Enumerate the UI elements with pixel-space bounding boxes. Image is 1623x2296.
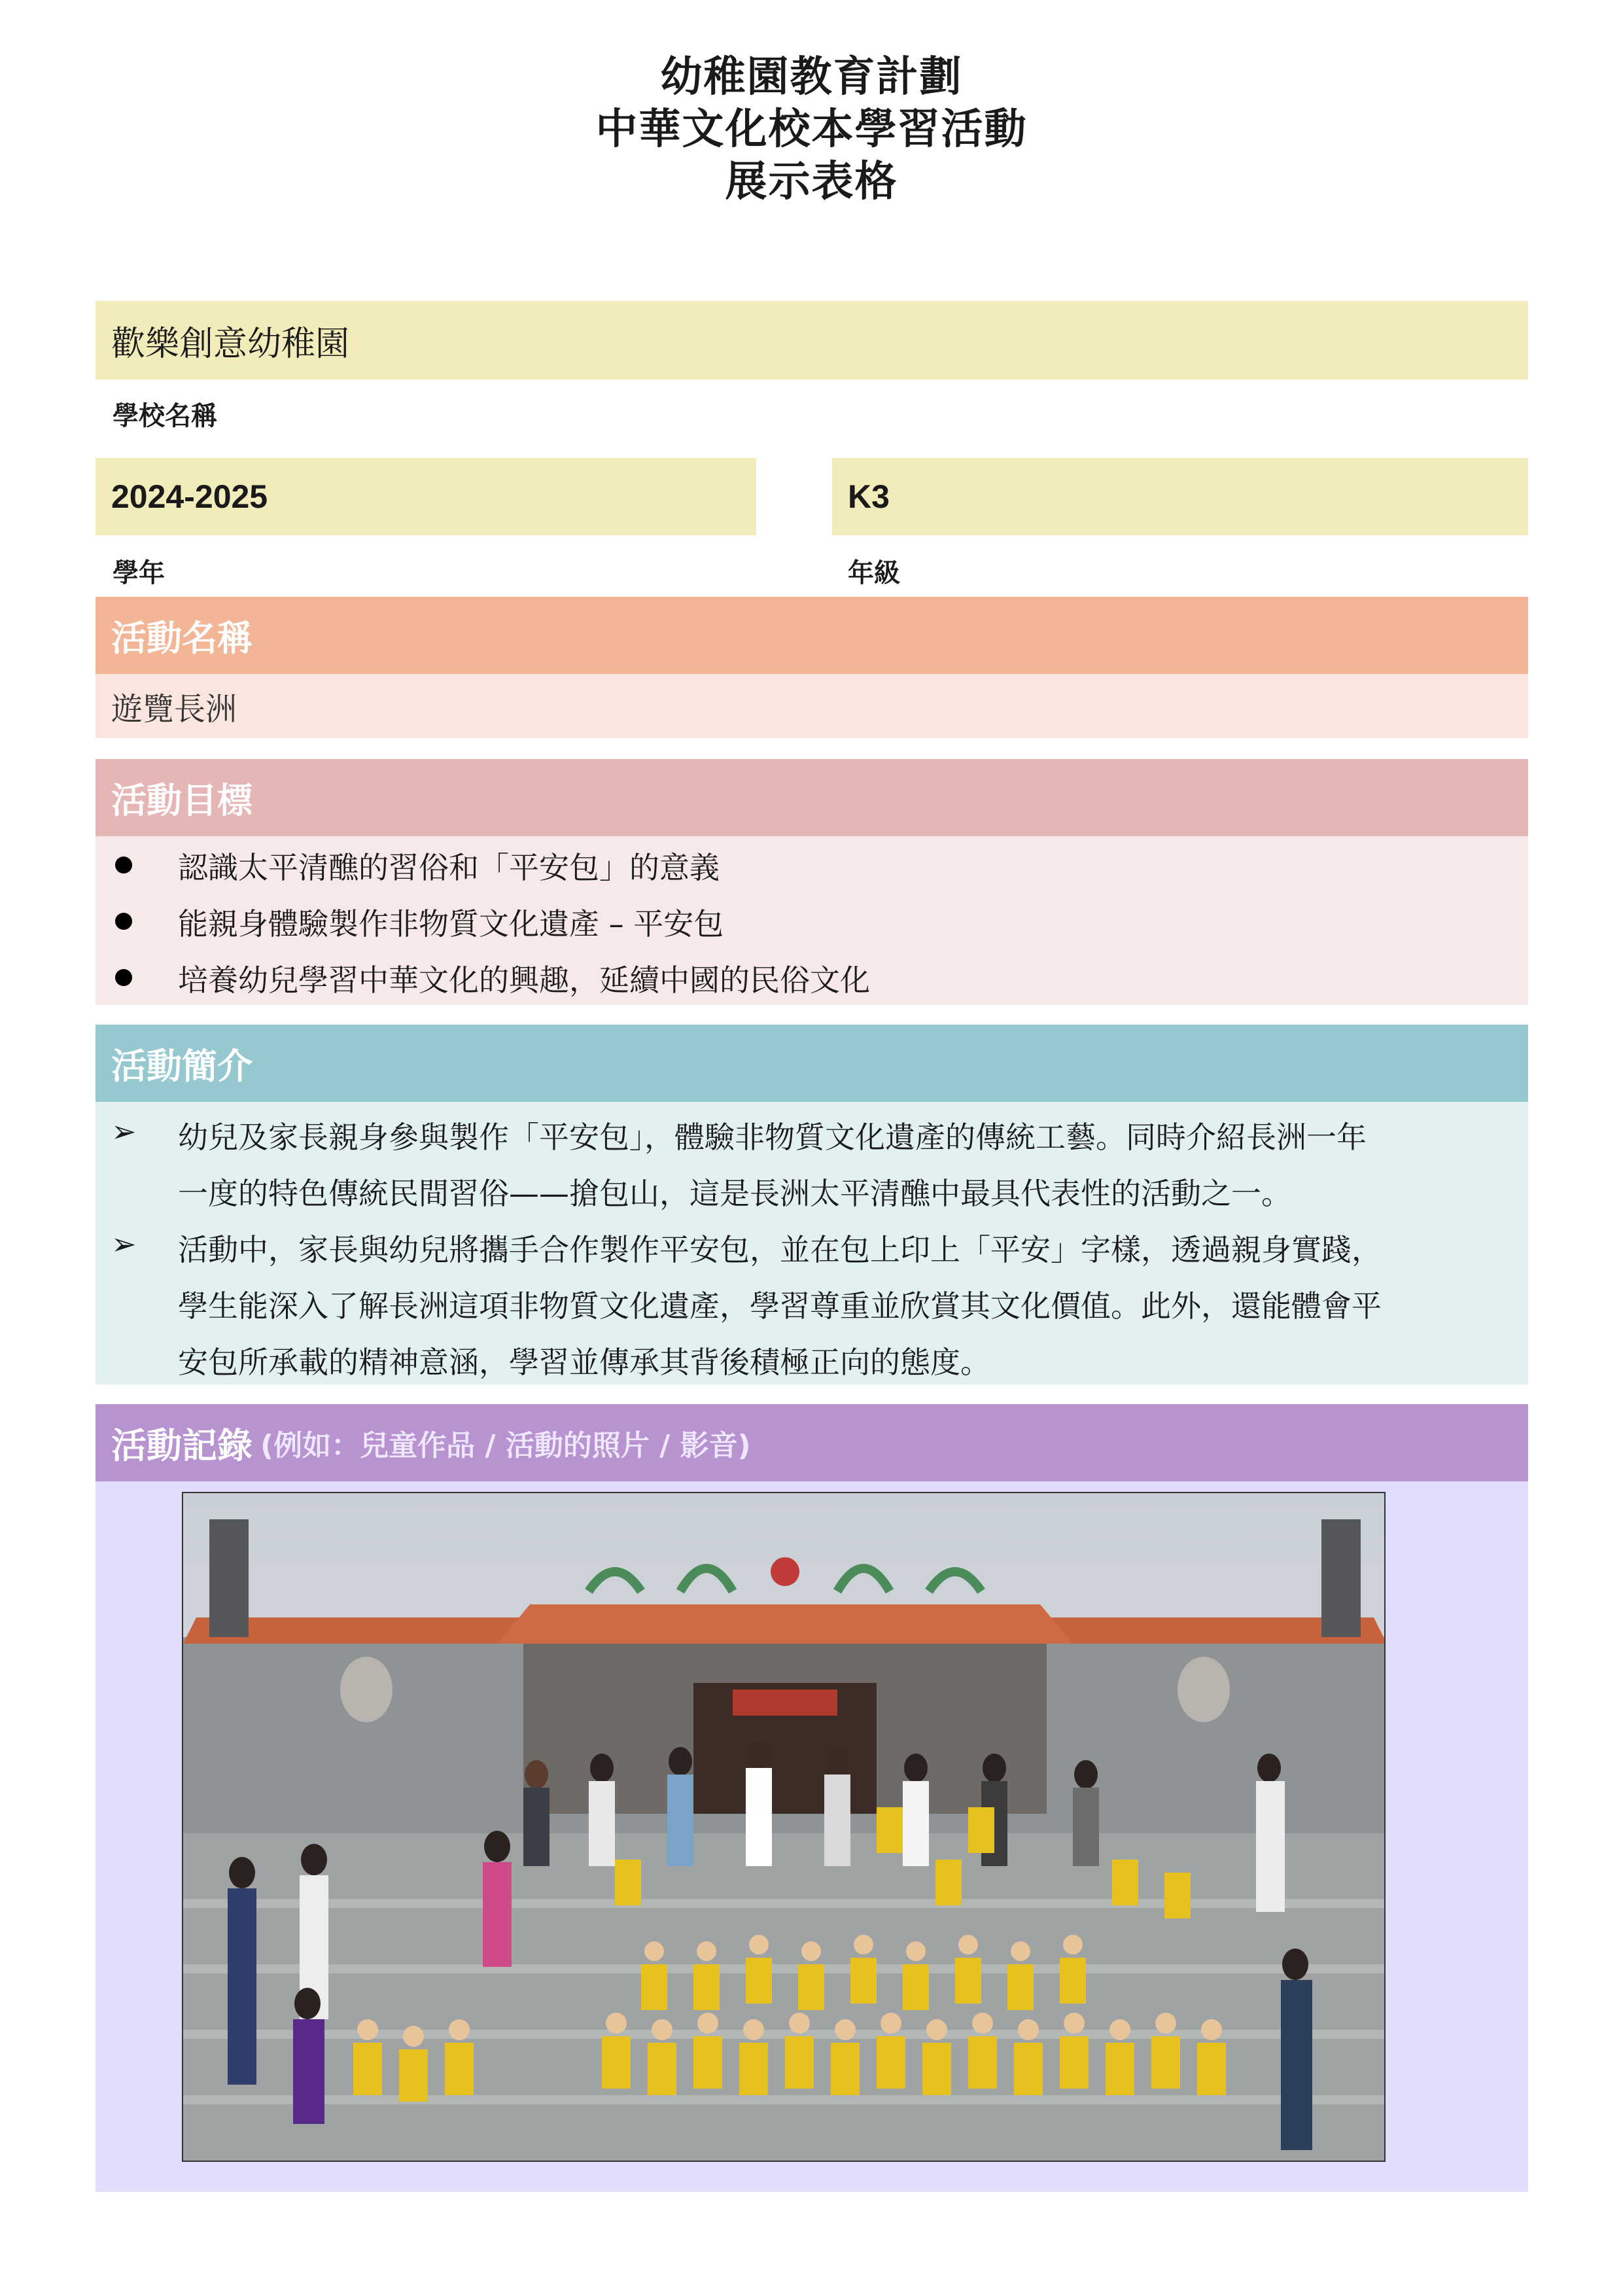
activity-name-body bbox=[96, 674, 1528, 738]
bullet-icon bbox=[115, 913, 132, 930]
intro-para1-line: 幼兒及家長親身參與製作「平安包」，體驗非物質文化遺產的傳統工藝。同時介紹長洲一年 bbox=[178, 1120, 1367, 1155]
arrow-bullet-icon: ➢ bbox=[111, 1226, 137, 1262]
title-line-2: 中華文化校本學習活動 bbox=[595, 105, 1028, 154]
school-name-label: 學校名稱 bbox=[113, 401, 217, 431]
school-name-field bbox=[96, 301, 1528, 380]
school-name-value: 歡樂創意幼稚園 bbox=[111, 324, 350, 364]
title-line-1: 幼稚園教育計劃 bbox=[660, 53, 963, 101]
activity-photo bbox=[182, 1492, 1386, 2162]
intro-header bbox=[96, 1025, 1528, 1102]
bullet-icon bbox=[115, 969, 132, 986]
record-heading: 活動記錄 bbox=[111, 1424, 253, 1466]
objectives-heading: 活動目標 bbox=[111, 779, 253, 821]
objectives-header bbox=[96, 759, 1528, 836]
grade-field bbox=[832, 458, 1528, 535]
page-title bbox=[0, 51, 1623, 208]
activity-name-value: 遊覽長洲 bbox=[111, 690, 237, 728]
activity-name-heading: 活動名稱 bbox=[111, 617, 253, 659]
school-year-value: 2024-2025 bbox=[111, 478, 268, 515]
school-year-label: 學年 bbox=[113, 558, 165, 588]
arrow-bullet-icon: ➢ bbox=[111, 1114, 137, 1149]
grade-value: K3 bbox=[848, 478, 890, 515]
record-subheading: (例如：兒童作品 / 活動的照片 / 影音) bbox=[260, 1429, 751, 1462]
bullet-icon bbox=[115, 857, 132, 874]
objective-text: 培養幼兒學習中華文化的興趣，延續中國的民俗文化 bbox=[178, 963, 870, 998]
record-header bbox=[96, 1404, 1528, 1481]
school-year-field bbox=[96, 458, 756, 535]
intro-para2-line: 學生能深入了解長洲這項非物質文化遺產，學習尊重並欣賞其文化價值。此外，還能體會平 bbox=[178, 1288, 1382, 1324]
intro-heading: 活動簡介 bbox=[111, 1045, 253, 1087]
title-line-3: 展示表格 bbox=[725, 158, 898, 206]
intro-para1-line: 一度的特色傳統民間習俗——搶包山，這是長洲太平清醮中最具代表性的活動之一。 bbox=[178, 1176, 1291, 1211]
objective-text: 認識太平清醮的習俗和「平安包」的意義 bbox=[178, 850, 720, 885]
objective-text: 能親身體驗製作非物質文化遺產 – 平安包 bbox=[178, 906, 724, 942]
intro-para2-line: 活動中，家長與幼兒將攜手合作製作平安包，並在包上印上「平安」字樣，透過親身實踐， bbox=[178, 1232, 1382, 1267]
activity-name-header bbox=[96, 597, 1528, 674]
grade-label: 年級 bbox=[848, 558, 900, 588]
intro-para2-line: 安包所承載的精神意涵，學習並傳承其背後積極正向的態度。 bbox=[178, 1345, 990, 1380]
